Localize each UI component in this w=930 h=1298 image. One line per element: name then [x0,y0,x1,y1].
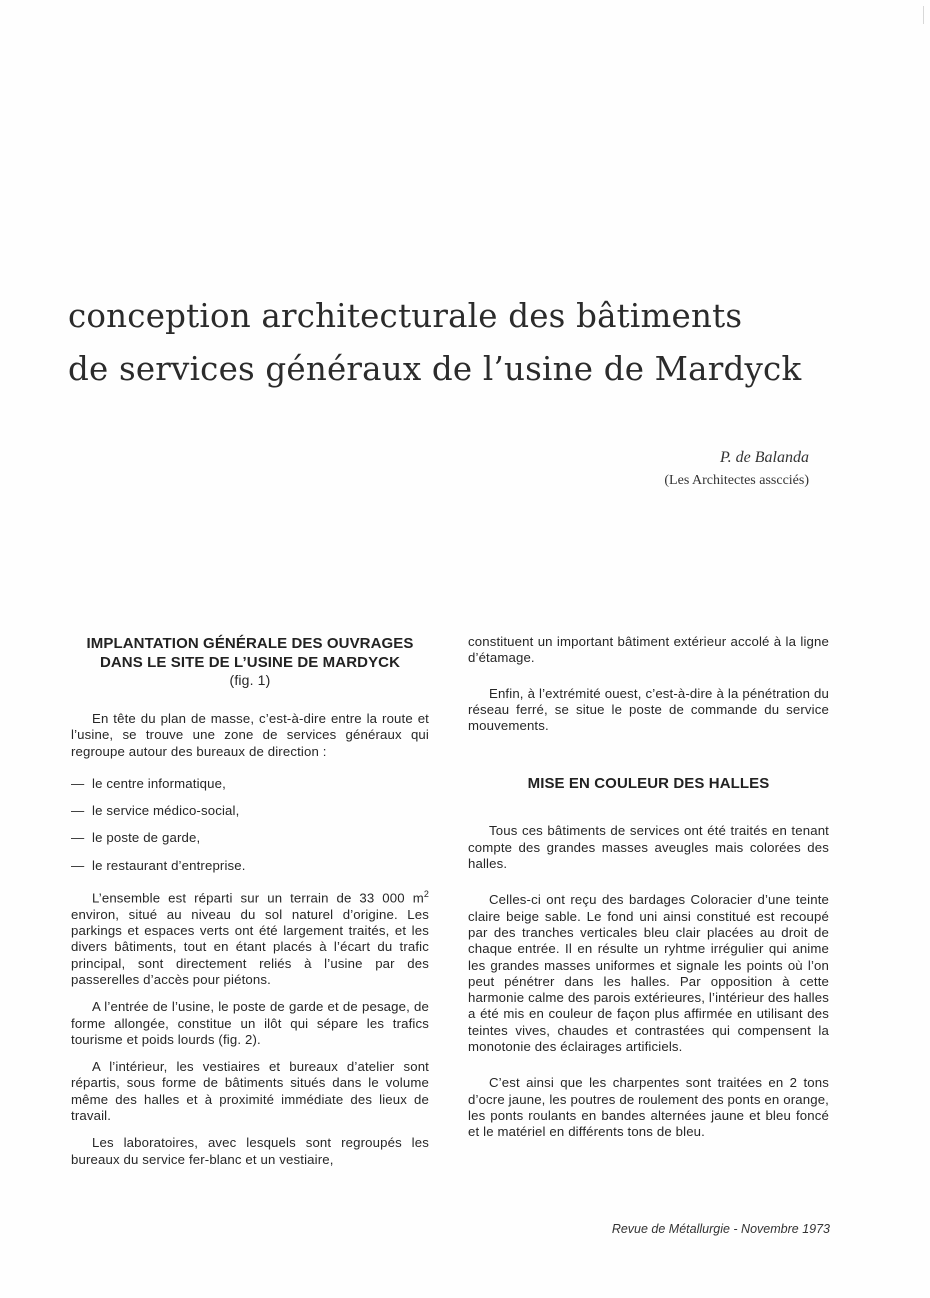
paragraph-interieur: A l’intérieur, les vestiaires et bureaux d’atelier sont répartis, sous forme de bâtiments situés dans le volume même des halles et à proximité immédiate des lieux de travail. [71,1059,429,1124]
list-item-text: le poste de garde, [92,830,201,846]
paragraph-celles: Celles-ci ont reçu des bardages Coloracier d’une teinte claire beige sable. Le fond uni ainsi constitué est recoupé par des tranches verticales bleu clair placées au droit de chaque entrée. Il en résulte un ryhtme irrégulier qui anime les grandes masses uniformes et signale les points où l’on peut pénétrer dans les halles. Par opposition à cette harmonie calme des parois extérieures, l’intérieur des halles a été mis en couleur de façon plus affirmée en utilisant des teintes vives, chaudes et contrastées qui compensent la monotonie des éclairages artificiels. [468,892,829,1055]
superscript: 2 [423,889,429,900]
paragraph-ensemble [71,886,429,988]
paragraph-enfin: Enfin, à l’extrémité ouest, c’est-à-dire à la pénétration du réseau ferré, se situe le poste de commande du service mouvements. [468,685,829,734]
left-column [71,634,429,1179]
paragraph-ensemble-end: environ, situé au niveau du sol naturel d’origine. Les parkings et espaces verts ont été largement traités, et les divers bâtiments, tout en étant placés à l’écart du trafic principal, sont directement reliés à l’usine par des passerelles d’accès pour piétons. [71,906,429,987]
heading-line-1: IMPLANTATION GÉNÉRALE DES OUVRAGES [86,635,414,652]
paragraph-intro: En tête du plan de masse, c’est-à-dire entre la route et l’usine, se trouve une zone de services généraux qui regroupe autour des bureaux de direction : [71,711,429,759]
author-affiliation: (Les Architectes asscciés) [664,473,809,488]
paragraph-tous: Tous ces bâtiments de services ont été traités en tenant compte des grandes masses aveugles mais colorées des halles. [468,823,829,872]
title-line-2: de services généraux de l’usine de Mardyck [68,350,802,388]
journal-footer: Revue de Métallurgie - Novembre 1973 [611,1222,830,1236]
section-heading-implantation [71,634,429,672]
figure-reference: (fig. 1) [229,672,271,688]
section-heading-couleur: MISE EN COULEUR DES HALLES [527,775,770,793]
right-column [468,634,829,1152]
list-item-text: le service médico-social, [92,803,240,819]
services-list [71,776,429,874]
list-item: — le service médico-social, [71,803,240,819]
scan-edge-mark [923,6,924,24]
author-name: P. de Balanda [719,449,809,466]
paragraph-continuation: constituent un important bâtiment extérieur accolé à la ligne d’étamage. [468,634,829,666]
paragraph-ensemble-start: L’ensemble est réparti sur un terrain de 33 000 m [92,890,424,906]
paragraph-entree: A l’entrée de l’usine, le poste de garde et de pesage, de forme allongée, constitue un ilôt qui sépare les trafics tourisme et poids lourds (fig. 2). [71,999,429,1047]
list-item-text: le restaurant d’entreprise. [92,857,246,873]
paragraph-laboratoires: Les laboratoires, avec lesquels sont regroupés les bureaux du service fer-blanc et un vestiaire, [71,1135,429,1167]
list-item: — le poste de garde, [71,830,201,846]
title-line-1: conception architecturale des bâtiments [68,297,743,335]
list-item-text: le centre informatique, [92,775,226,791]
heading-line-2: DANS LE SITE DE L’USINE DE MARDYCK [99,654,401,671]
list-item: — le centre informatique, [71,775,226,791]
paragraph-charpentes: C’est ainsi que les charpentes sont traitées en 2 tons d’ocre jaune, les poutres de roulement des ponts en orange, les ponts roulants en bandes alternées jaune et bleu foncé et le matériel en différents tons de bleu. [468,1075,829,1140]
article-title [68,290,801,396]
list-item: — le restaurant d’entreprise. [71,857,246,873]
